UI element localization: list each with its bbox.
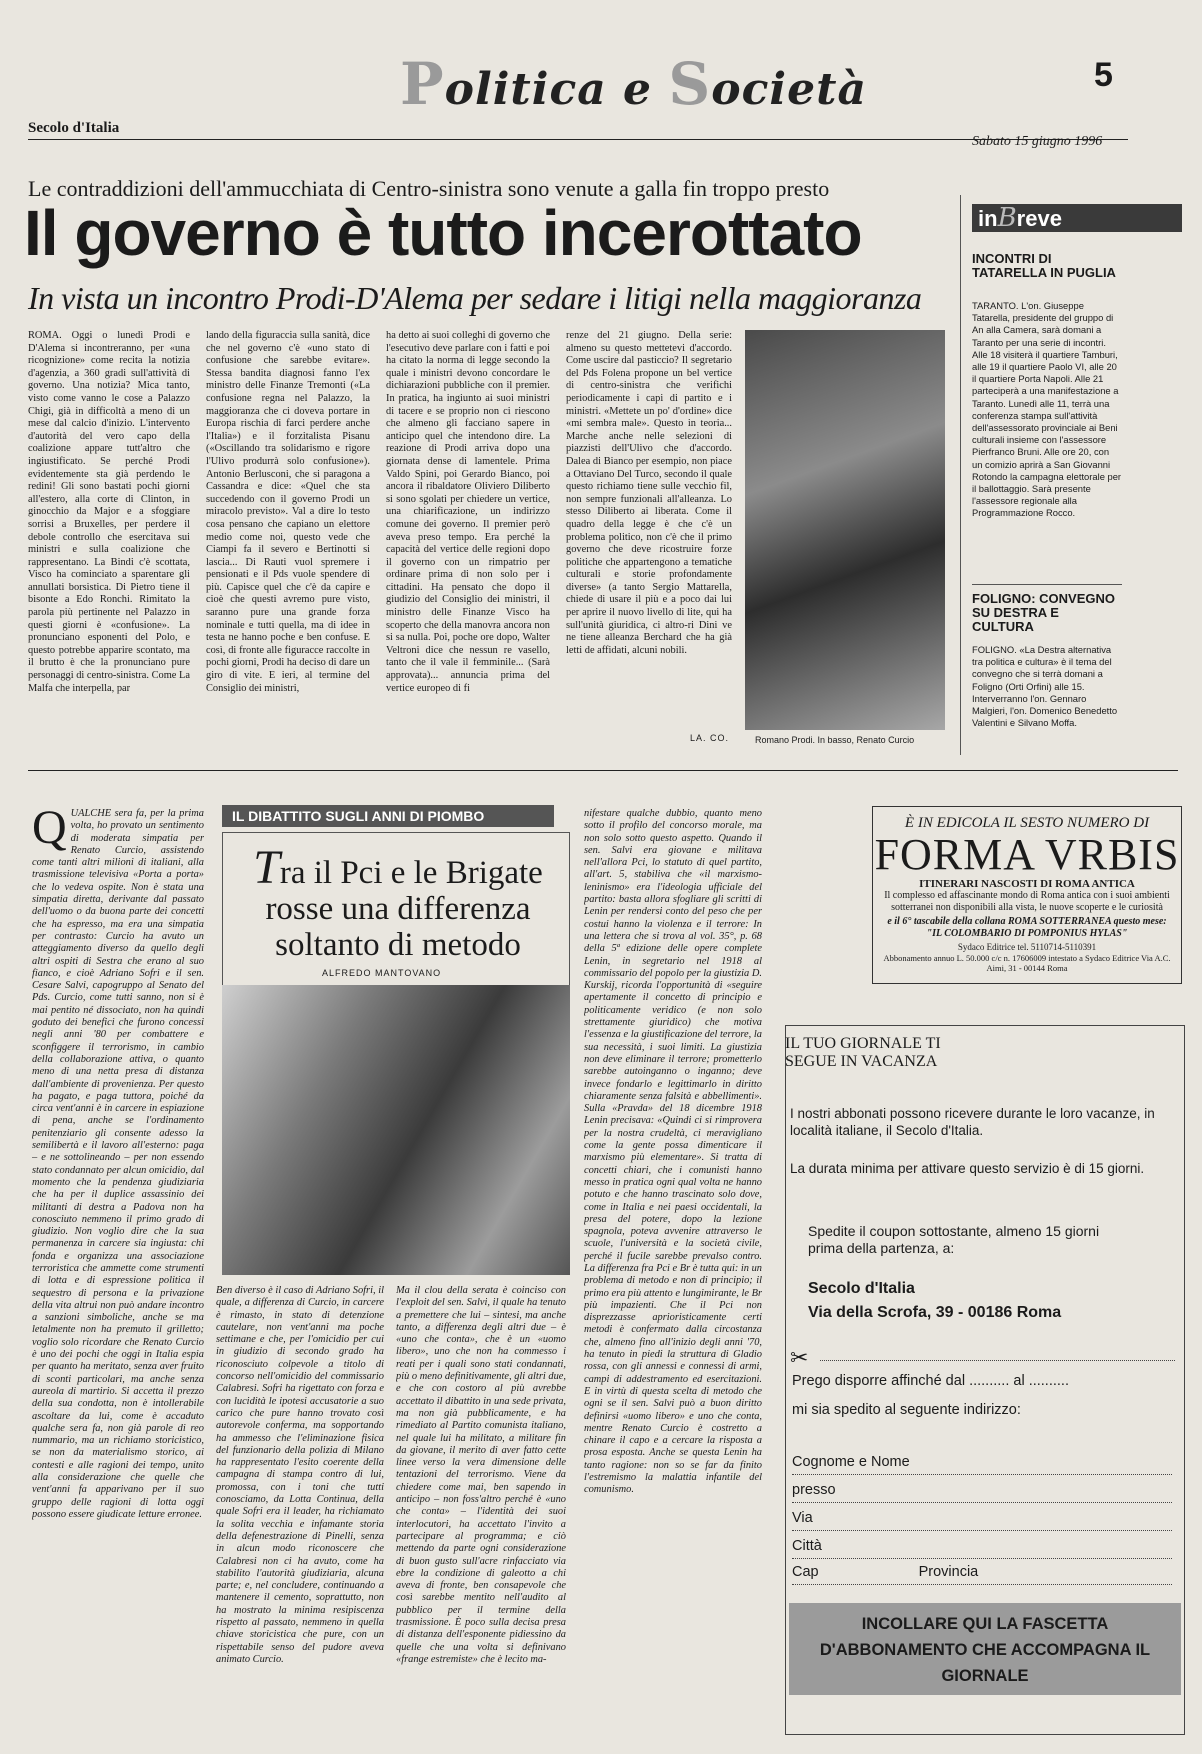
subscription-title: IL TUO GIORNALE TI SEGUE IN VACANZA xyxy=(785,1035,941,1070)
lead-column-3: ha detto ai suoi colleghi di governo che l'esecutivo deve parlare con i fatti e poi ha citato la norma di legge secondo la quale i ministri devono concordare le dichiarazioni pubbliche con il premier. In pratica, ha ingiunto ai suoi ministri di tacere e se proprio non ci riescono che almeno gli facciano sapere in anticipo quel che intendono dire. La reazione di Prodi arriva dopo una giornata dense di lamentele. Prima Valdo Spini, poi Gerardo Bianco, poi ancora il ribaldatore Oliviero Diliberto si sono sgolati per chiedere un vertice, una chiarificazione, un indirizzo comune dei governo. Il premier però aveva preso tempo. Era perché la capacità del vertice delle regioni dopo il governo con un rimpatrio per ordinare prima di non solo per i cittadini. Ha pensato che dopo il giudizio del Consiglio dei ministri, il ministro delle Finanze Visco ha scoperto che della manovra ancora non si sa nulla. Poi, poche ore dopo, Walter Veltroni dice che nessun re vasello, tanto che il vale il femminile... (Sarà approvata)... annuncia prima del vertice europeo di fi xyxy=(386,330,550,694)
article-column-3: Ma il clou della serata è coinciso con l'exploit del sen. Salvi, il quale ha tenuto a premettere che lui – sintesi, ma anche tanto, a differenza degli altri due – è «uno che conta», che è un «uomo libero», uno che non ha commesso i reati per i quali sono stati condannati, più o meno definitivamente, gli altri due, e che con costoro al più avrebbe accettato il dibattito in una sede privata, ma non già pubblicamente, e ha rimediato al Partito comunista italiano, nel quale lui ha militato, a militare fin da giovane, il merito di aver fatto cette linee verso la vera dimensione delle tentazioni del terrorismo. Viene da chiedere come mai, ben sapendo in anticipo – non foss'altro perché è «uno che conta» – l'identità dei suoi interlocutori, ha accettato l'invito a partecipare al programma; e ciò mettendo da parte ogni considerazione di buon gusto sull'acre rinfacciato via ebre la condizione di galeotto a chi aveva di fronte, ben consapevole che così sarebbe mentito nell'audito al pubblico per il termine della trasmissione. È poco sulla decisa presa di distanza dell'esponente pidiessino da quelle che una volta si definivano «frange estremiste» che è lecito ma- xyxy=(396,1285,566,1665)
section-title: Politica e Società xyxy=(400,50,867,118)
article-column-4: nifestare qualche dubbio, quanto meno sotto il profilo del concorso morale, ma non solo sotto questo aspetto. Quando il sen. Salvi era giovane e militava nell'allora Pci, lo statuto di quel partito, all'art. 5, stabiliva che «il marxismo-leninismo» era l'ideologia ufficiale del partito: basta allora sfogliare gli scritti di Lenin per rendersi conto del peso che per costui hanno la violenza e il terrore: In una lettera che si trova al vol. 35°, p. 68 della 5ª edizione delle opere complete Lenin, in segretario nel 1918 al commissario del popolo per la giustizia D. Kurskij, ricorda l'opportunità di «seguire apertamente il concetto di principio e politicamente veridico (e non solo strettamente giuridico) che motiva l'essenza e la giustificazione del terrore, la sua necessità, i suoi limiti. La giustizia non deve eliminare il terrore; prometterlo sarebbe autoinganno o inganno; deve invece fondarlo e legittimarlo in diritto chiaramente senza falsità e abbellimenti». Sulla «Pravda» del 18 dicembre 1918 Lenin precisava: «Quindi ci si rimprovera per la nostra crudeltà, ci meravigliano come la gente possa dimenticare il marxismo più elementare». Si tratta di concetti chiari, che i comunisti hanno messo in pratica ogni qual volta ne hanno potuto e che hanno trascinato solo dove, come in Italia e nei paesi occidentali, la presa del potere, dopo la lezione spagnola, poteva avvenire attraverso le scuole, l'università e la società civile, perché il fucile sarebbe prevalso contro. La differenza fra Pci e Br è tutta qui: in un problema di metodo e non di principio; il primo era più attento e lungimirante, le Br più impazienti. Che il Pci non disprezzasse aprioristicamente certi metodi è confermato dalla circostanza che, almeno fino all'inizio degli anni '70, ha tenuto in piedi la struttura di Gladio rossa, con gli annessi e connessi di armi, campi di addestramento ed esercitazioni. E in virtù di questa scelta di metodo che ogni se il sen. Salvi può a buon diritto definirsi «uomo libero» e uno che conta, mentre Renato Curcio è costretto a chinare il capo e a cercare la risposta a prosa esposta. Anche se questa Lenin ha tanto ragione: non so se far da finito l'estremismo la malattia infantile del comunismo. xyxy=(584,808,762,1496)
lead-subhead: In vista un incontro Prodi-D'Alema per sedare i litigi nella maggioranza xyxy=(28,280,922,316)
lead-kicker: Le contraddizioni dell'ammucchiata di Centro-sinistra sono venute a galla fin troppo presto xyxy=(28,176,830,201)
article-byline: ALFREDO MANTOVANO xyxy=(322,968,442,978)
forma-urbis-ad xyxy=(872,806,1182,984)
section-rule xyxy=(28,770,1178,771)
brief-item1-title: INCONTRI DI TATARELLA IN PUGLIA xyxy=(972,251,1116,280)
brief-divider xyxy=(972,584,1122,585)
field-citta[interactable]: Città xyxy=(792,1534,1172,1559)
field-cognome-nome[interactable]: Cognome e Nome xyxy=(792,1450,1172,1475)
scissors-icon: ✂ xyxy=(790,1345,809,1370)
paste-label-box: INCOLLARE QUI LA FASCETTA D'ABBONAMENTO CHE ACCOMPAGNA IL GIORNALE xyxy=(789,1603,1181,1695)
subscription-para2: La durata minima per attivare questo servizio è di 15 giorni. xyxy=(790,1161,1145,1176)
forma-urbis-collana: e il 6° tascabile della collana ROMA SOTTERRANEA questo mese: "IL COLOMBARIO DI POMPONIUS HYLAS" xyxy=(887,916,1167,939)
subscription-addr1: Secolo d'Italia xyxy=(808,1280,915,1297)
masthead: Secolo d'Italia xyxy=(28,120,120,136)
header-rule xyxy=(28,139,1128,140)
forma-urbis-subscription: Abbonamento annuo L. 50.000 c/c n. 17606009 intestato a Sydaco Editrice Via A.C. Aimi, 31 - 00144 Roma xyxy=(883,953,1171,973)
subscription-addr2: Via della Scrofa, 39 - 00186 Roma xyxy=(808,1304,1062,1321)
forma-urbis-desc: Il complesso ed affascinante mondo di Roma antica con i suoi ambienti sotterranei non disponibili alla vista, le nuove scoperte e le curiosità xyxy=(884,890,1170,913)
section-title-cap-p: P xyxy=(400,50,445,118)
page-number: 5 xyxy=(1094,56,1113,94)
field-via[interactable]: Via xyxy=(792,1506,1172,1531)
article-column-1: QUALCHE sera fa, per la prima volta, ho provato un sentimento di moderata simpatia per Renato Curcio, assistendo come tanti altri milioni di italiani, alla trasmissione televisiva «Porta a porta» che lo vedeva ospite. Non è stata una simpatia diretta, derivante dal passato dell'uomo o da buona parte dei concetti che ha espresso, ma era una simpatia per contrasto: Curcio ha avuto un atteggiamento diverso da quello degli altri ospiti di Sestra che erano al suo fianco, e cioè Adriano Sofri e il sen. Cesare Salvi, capogruppo al Senato del Pds. Curcio, come tutti sanno, non si è mai pentito né dissociato, non ha quindi goduto dei benefici che furono concessi negli anni '80 per combattere e sconfiggere il terrorismo, in cambio della collaborazione attiva, o quanto meno di una netta presa di distanza dall'ambiente di provenienza. Per questo ha pagato, e paga tuttora, poiché da circa vent'anni è in carcere in espiazione di pena, anche se l'ordinamento penitenziario gli consente adesso la semilibertà e il lavoro all'esterno: paga – e ne sottolineando – per non essendo stato condannato per alcun omicidio, dal momento che la pendenza giudiziaria che ha per il duplice assassinio dei militanti di destra a Padova non ha conosciuto nemmeno il primo grado di giudizio. Non voglio dire che la sua permanenza in carcere sia ingiusta: chi fonda e organizza una associazione terroristica che ammette come strumenti di lotta e di espressione politica il sequestro di persona e la privazione della vita altrui non può andare incontro a sanzioni simboliche, anche se ma letalmente non ha premuto il grilletto; voglio solo ricordare che Renato Curcio è uno dei pochi che oggi in Italia espia per quanto ha meritato, senza aver fruito di sconti particolari, ma anche senza aureola di martirio. Si accetta il prezzo della sua condotta, non è intollerabile ascoltare da lui, come è accaduto qualche sera fa, non già parole di reo nummario, ma un richiamo storicistico, se non da materialismo storico, ai contesti e alle ragioni dei tempo, unito alla considerazione che quelle che vent'anni fa apparivano per il suo gruppo delle ragioni di lotta oggi possono essere giudicate letture erronee. xyxy=(32,808,204,1520)
cut-line xyxy=(820,1360,1175,1361)
article-title: Tra il Pci e le Brigate rosse una differenza soltanto di metodo xyxy=(253,841,543,963)
brief-item1-body: TARANTO. L'on. Giuseppe Tatarella, presidente del gruppo di An alla Camera, sarà domani a Taranto per una serie di incontri. Alle 18 visiterà il quartiere Tamburi, alle 19 il quartiere Paolo VI, alle 20 il quartiere Porta Napoli. Alle 21 parteciperà a una manifestazione a Taranto. Lunedì alle 11, terrà una conferenza stampa sull'attività dell'assessorato provinciale ai Beni culturali insieme con l'assessore Pierfranco Bruni. Alle ore 20, con un comizio aprirà a San Giovanni Rotondo la campagna elettorale per il ballottaggio. Sarà presente l'assessore regionale alla Programmazione Rocco. xyxy=(972,300,1122,519)
brief-item2-title: FOLIGNO: CONVEGNO SU DESTRA E CULTURA xyxy=(972,591,1115,634)
prodi-photo xyxy=(745,330,945,730)
forma-urbis-subtitle: ITINERARI NASCOSTI DI ROMA ANTICA xyxy=(919,878,1135,890)
lead-column-4: renze del 21 giugno. Della serie: almeno su questo mettetevi d'accordo. Come uscire dal pasticcio? Il segretario del Pds Folena propone un bel vertice di centro-sinistra che verifichi periodicamente i capi di partito e i ministri. «Mettete un po' d'ordine» dice «mi sembra male». Questo in teoria... Marche anche nelle selezioni di piazzisti dell'Ulivo che d'accordo. Dalea di Bianco per esempio, non piace a Ottaviano Del Turco, secondo il quale questo richiamo tiene sulle vecchio fil, non sempre funzionali all'alleanza. Lo stesso Diliberto ai liberata. Come il quadro della legge è che c'è un problema politico, non c'è che il primo governo che deve ricostruire forze politiche che appartengono a tematiche culturali e storie profondamente diverse» (a tanto Sergio Mattarella, chiede di usare il più e a poco dai lui per aprire il nuovo livello di lite, qui ha sull'unità giuridica, ci altro-ri Dini ve ne tiene alleanza Berchard che ha già letti de affidati, alcuni nobili. xyxy=(566,330,732,656)
request-line2: mi sia spedito al seguente indirizzo: xyxy=(792,1402,1021,1418)
photo-caption: Romano Prodi. In basso, Renato Curcio xyxy=(755,735,915,745)
column-divider xyxy=(960,195,961,755)
forma-urbis-brand: FORMA VRBIS xyxy=(874,830,1180,879)
article-column-2: Ben diverso è il caso di Adriano Sofri, il quale, a differenza di Curcio, in carcere è rimasto, in stato di detenzione cautelare, non vent'anni ma poche settimane e che, per l'omicidio per cui in giudizio di secondo grado ha riconosciuto colpevole a titolo di concorso nell'omicidio del commissario Calabresi. Sofri ha rigettato con forza e con lucidità le ipotesi accusatorie a suo carico che pure hanno trovato così autorevole conferma, ma sopportando ha ammesso che l'eliminazione fisica del funzionario della polizia di Milano ha rappresentato l'esito coerente della campagna di stampa contro di lui, promossa, con i toni che tutti conosciamo, da Lotta Continua, della quale Sofri era il leader, ha richiamato la solita vecchia e infamante storia della defenestrazione di Pinelli, senza in alcun modo riconoscere che Calabresi non ci ha avuto, come ha stabilito l'autorità giudiziaria, alcuna parte; e, nel concludere, continuando a mantenere il cemento, soprattutto, non ha mostrato la minima resipiscenza rispetto al passato, nemmeno in quella chiave storicistica che pure, con un rispettabile senso del pudore aveva animato Curcio. xyxy=(216,1285,384,1665)
subscription-para1: I nostri abbonati possono ricevere durante le loro vacanze, in località italiane, il Secolo d'Italia. xyxy=(790,1106,1155,1138)
lead-headline: Il governo è tutto incerottato xyxy=(24,197,862,269)
lead-column-1: ROMA. Oggi o lunedì Prodi e D'Alema si incontreranno, per «una ricognizione» come recita la notizia d'agenzia, a 360 gradi sull'attività di governo. Una notizia? Mica tanto, visto come vanno le cose a Palazzo Chigi, già in difficoltà a meno di un mese dal calcio d'inizio. L'intervento d'autorità del vero capo della coalizione appare tutt'altro che ingiustificato. Se perché Prodi evidentemente sta già perdendo le redini! Gli sono bastati pochi giorni all'estero, alla corte di Clinton, in ginocchio da Major e a sfoggiare sorrisi a Bruxelles, per perdere il debole controllo che esercitava sui ministri e sulla coalizione che rappresentano. La Bindi c'è scottata, Visco ha cominciato a sparentare gli annullati borsistica. Di Pietro tiene il bisonte a Edo Ronchi. Rimitato la parola più pertinente nel Palazzo in questi giorni è «confusione». La pronunciano esponenti del Polo, e questo potrebbe apparire scontato, ma il brutto è che la pronunciano pure personaggi di centro-sinistra. Come La Malfa che interpella, par xyxy=(28,330,190,694)
field-presso[interactable]: presso xyxy=(792,1478,1172,1503)
forma-urbis-line1: È IN EDICOLA IL SESTO NUMERO DI xyxy=(904,815,1150,831)
lead-byline: LA. CO. xyxy=(690,733,730,743)
forma-urbis-publisher: Sydaco Editrice tel. 5110714-5110391 xyxy=(957,942,1097,952)
lead-column-2: lando della figuraccia sulla sanità, dice che nel governo c'è «uno stato di confusione che sarebbe evitare». Stessa bandita diagnosi fanno l'ex ministro delle Finanze Tremonti («La confusione regna nel Palazzo, la maggioranza che ci doveva portare in Europa rischia di farci perdere anche l'Italia») e il forzitalista Pisanu («Oscillando tra solidarismo e rigore l'Ulivo produrrà solo confusione»). Antonio Berlusconi, che si paragona a Cassandra e dice: «Quel che sta succedendo con il governo Prodi un miracolo previsto». Val a dire lo testo cosa pensano che capiano un elettore medio come noi, questo vede che Ciampi fa il severo e Bertinotti si lascia... Di Rauti vuol spremere i pensionati e il Pds vuole spendere di più. Capisce quel che c'è da capire e cioè che questi avremo pure visto, saranno pure una grande forza nominale e tutti quella, ma di idee in testa ne hanno poche e ben confuse. E così, di fronte alle figuracce raccolte in pochi giorni, Prodi ha deciso di dare un giro di vite. E ieri, al termine del Consiglio dei ministri, xyxy=(206,330,370,694)
field-cap-provincia[interactable]: Cap Provincia xyxy=(792,1560,1172,1585)
brief-item2-body: FOLIGNO. «La Destra alternativa tra politica e cultura» è il tema del convegno che si terrà domani a Foligno (Orti Orfini) alle 15. Interverranno l'on. Gennaro Malgieri, l'on. Domenico Benedetto Valentini e Silvano Moffa. xyxy=(972,644,1118,729)
debate-tag: IL DIBATTITO SUGLI ANNI DI PIOMBO xyxy=(222,805,554,827)
curcio-photo xyxy=(222,985,570,1275)
date: Sabato 15 giugno 1996 xyxy=(972,134,1103,149)
dropcap: Q xyxy=(32,808,67,854)
in-breve-label: inBreve xyxy=(972,204,1182,232)
subscription-para3: Spedite il coupon sottostante, almeno 15 giorni prima della partenza, a: xyxy=(808,1223,1100,1256)
request-line1: Prego disporre affinché dal .......... al .......... xyxy=(792,1373,1069,1389)
